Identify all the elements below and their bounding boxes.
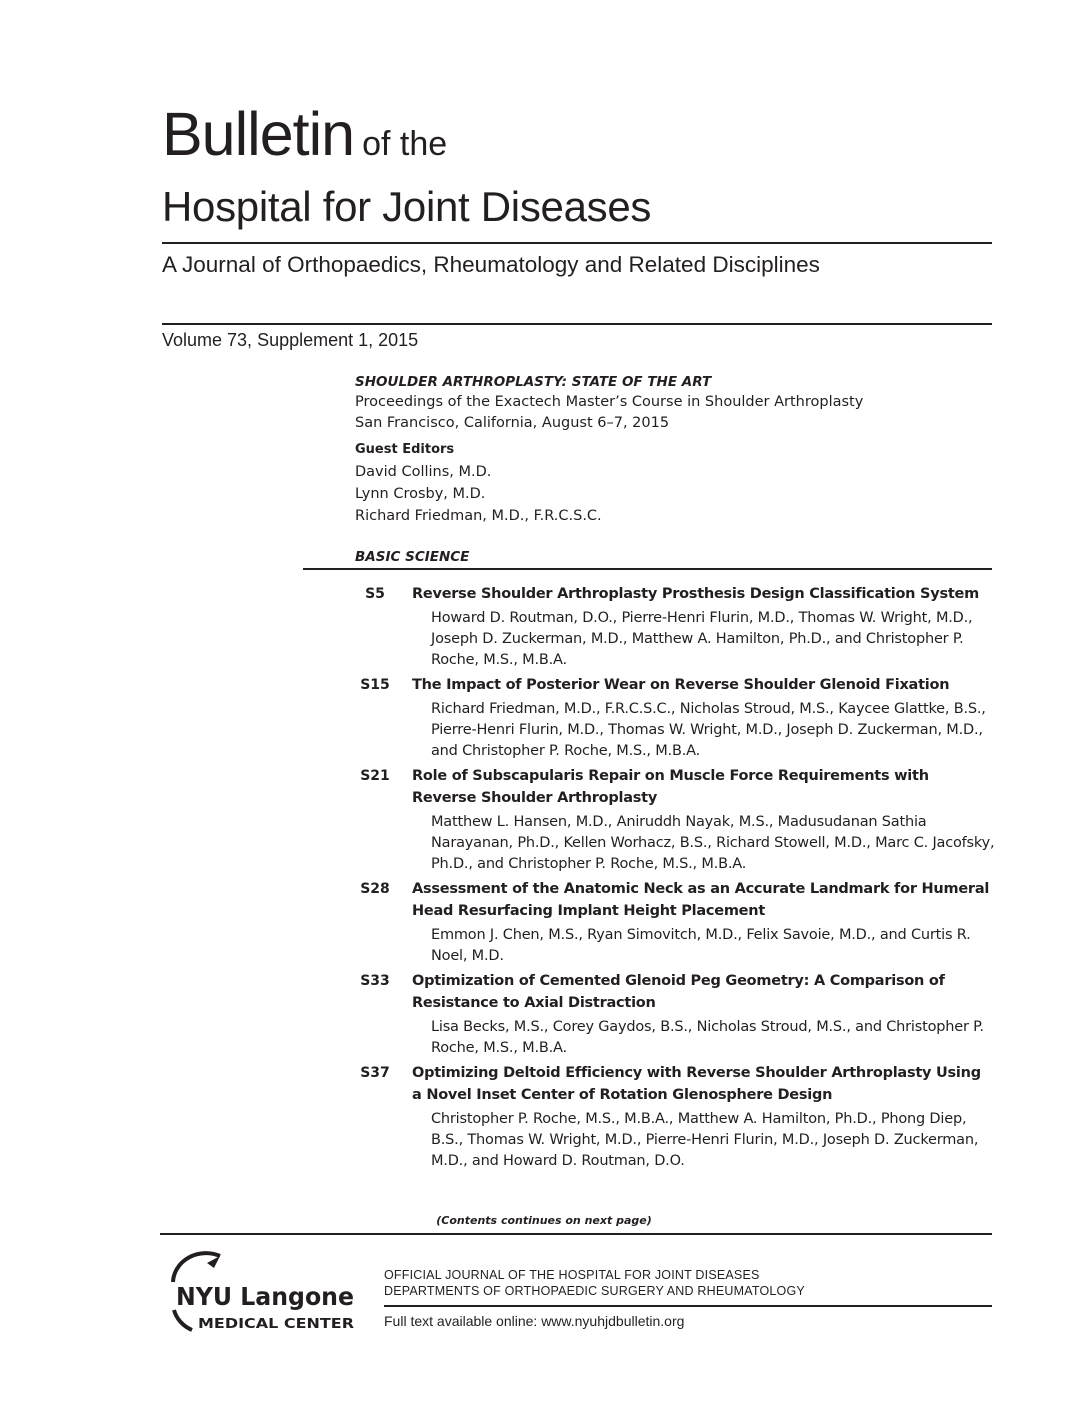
official-journal-text: OFFICIAL JOURNAL OF THE HOSPITAL FOR JOINT DISEASES (384, 1268, 760, 1282)
toc-authors: Howard D. Routman, D.O., Pierre-Henri Flurin, M.D., Thomas W. Wright, M.D., Joseph D. Zuckerman, M.D., Matthew A. Hamilton, Ph.D., and Christopher P. Roche, M.S., M.B.A. (431, 610, 973, 668)
logo-name-text: NYU Langone (176, 1282, 354, 1311)
journal-subtitle: A Journal of Orthopaedics, Rheumatology and Related Disciplines (162, 252, 820, 277)
journal-masthead (162, 100, 448, 168)
editor-name: David Collins, M.D. (355, 464, 492, 480)
toc-page-number: S33 (360, 973, 390, 989)
editor-name: Lynn Crosby, M.D. (355, 486, 486, 502)
toc-authors: Lisa Becks, M.S., Corey Gaydos, B.S., Nicholas Stroud, M.S., and Christopher P. Roche, M.S., M.B.A. (431, 1019, 984, 1056)
guest-editors-label: Guest Editors (355, 442, 455, 457)
toc-entry[interactable] (355, 583, 995, 674)
toc-authors: Emmon J. Chen, M.S., Ryan Simovitch, M.D., Felix Savoie, M.D., and Curtis R. Noel, M.D. (431, 927, 971, 964)
toc-page-number: S28 (360, 881, 390, 897)
proceedings-text: Proceedings of the Exactech Master’s Course in Shoulder Arthroplasty (355, 394, 864, 410)
masthead-rule (162, 242, 992, 244)
bulletin-title: Bulletin (162, 100, 355, 168)
toc-page-number: S21 (360, 768, 390, 784)
toc-entry[interactable] (355, 765, 995, 878)
hospital-title: Hospital for Joint Diseases (162, 183, 652, 230)
contents-continues-note: (Contents continues on next page) (436, 1214, 652, 1227)
toc-article-title[interactable]: Role of Subscapularis Repair on Muscle Force Requirements with Reverse Shoulder Arthroplasty (412, 768, 929, 806)
section-heading: BASIC SCIENCE (355, 549, 470, 565)
footer-divider (384, 1305, 992, 1307)
section-rule (303, 568, 992, 570)
toc-authors: Richard Friedman, M.D., F.R.C.S.C., Nicholas Stroud, M.S., Kaycee Glattke, B.S., Pierre-Henri Flurin, M.D., Thomas W. Wright, M.D., Joseph D. Zuckerman, M.D., and Christopher P. Roche, M.S., M.B.A. (431, 701, 986, 759)
nyu-langone-logo (158, 1246, 363, 1336)
online-url-text[interactable]: Full text available online: www.nyuhjdbulletin.org (384, 1313, 685, 1329)
toc-authors: Matthew L. Hansen, M.D., Aniruddh Nayak, M.S., Madusudanan Sathia Narayanan, Ph.D., Kellen Worhacz, B.S., Richard Stowell, M.D., Marc C. Jacofsky, Ph.D., and Christopher P. Roche, M.S., M.B.A. (431, 814, 995, 872)
toc-page-number: S5 (365, 586, 385, 602)
toc-authors: Christopher P. Roche, M.S., M.B.A., Matthew A. Hamilton, Ph.D., Phong Diep, B.S., Thomas W. Wright, M.D., Pierre-Henri Flurin, M.D., Joseph D. Zuckerman, M.D., and Howard D. Routman, D.O. (431, 1111, 979, 1169)
toc-entry[interactable] (355, 674, 995, 765)
toc-entry[interactable] (355, 970, 995, 1062)
of-the-text: of the (362, 125, 448, 163)
toc-entry[interactable] (355, 878, 995, 970)
issue-info (355, 373, 995, 527)
toc-article-title[interactable]: Optimizing Deltoid Efficiency with Reverse Shoulder Arthroplasty Using a Novel Inset Center of Rotation Glenosphere Design (412, 1065, 981, 1103)
toc-page-number: S37 (360, 1065, 390, 1081)
toc-page-number: S15 (360, 677, 390, 693)
volume-rule (162, 323, 992, 325)
toc-article-title[interactable]: Reverse Shoulder Arthroplasty Prosthesis Design Classification System (412, 586, 979, 602)
toc-article-title[interactable]: The Impact of Posterior Wear on Reverse Shoulder Glenoid Fixation (412, 677, 950, 693)
logo-sub-text: MEDICAL CENTER (198, 1317, 354, 1332)
footer-rule (160, 1233, 992, 1235)
toc-entry[interactable] (355, 1062, 995, 1175)
location-text: San Francisco, California, August 6–7, 2015 (355, 415, 670, 431)
editor-name: Richard Friedman, M.D., F.R.C.S.C. (355, 508, 602, 524)
table-of-contents (355, 583, 995, 1175)
volume-info: Volume 73, Supplement 1, 2015 (162, 330, 419, 350)
toc-article-title[interactable]: Assessment of the Anatomic Neck as an Accurate Landmark for Humeral Head Resurfacing Implant Height Placement (412, 881, 990, 919)
toc-article-title[interactable]: Optimization of Cemented Glenoid Peg Geometry: A Comparison of Resistance to Axial Distraction (412, 973, 945, 1011)
issue-title: SHOULDER ARTHROPLASTY: STATE OF THE ART (355, 374, 712, 390)
departments-text: DEPARTMENTS OF ORTHOPAEDIC SURGERY AND RHEUMATOLOGY (384, 1284, 805, 1298)
